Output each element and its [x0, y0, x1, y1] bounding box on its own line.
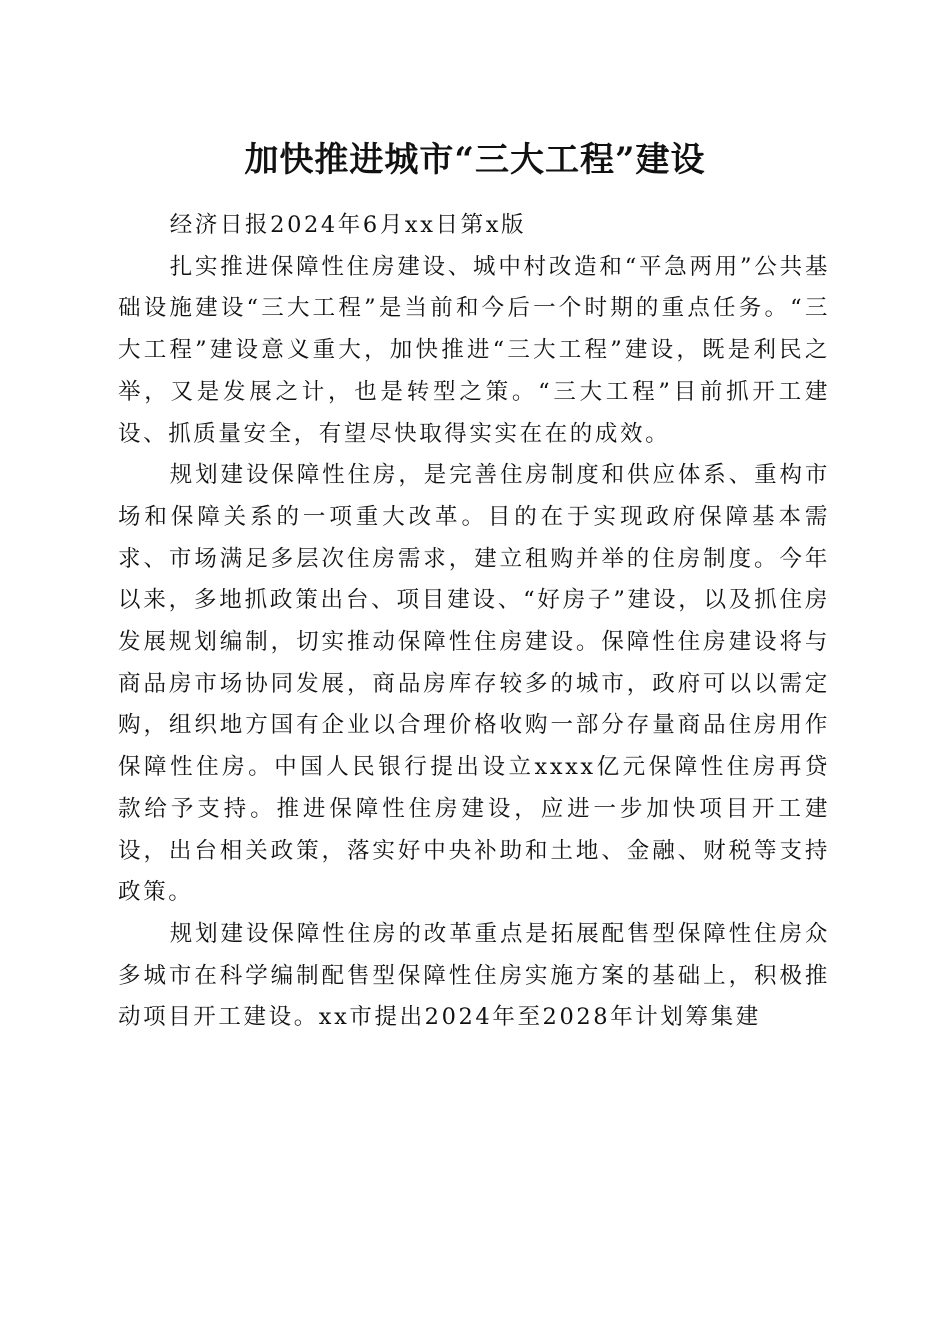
- paragraph: 扎实推进保障性住房建设、城中村改造和“平急两用”公共基础设施建设“三大工程”是当前和今后一个时期的重点任务。“三大工程”建设意义重大，加快推进“三大工程”建设，既是利民之举，又是发展之计，也是转型之策。“三大工程”目前抓开工建设、抓质量安全，有望尽快取得实实在在的成效。: [118, 253, 830, 447]
- paragraph: 规划建设保障性住房的改革重点是拓展配售型保障性住房众多城市在科学编制配售型保障性住房实施方案的基础上，积极推动项目开工建设。xx市提出2024年至2028年计划筹集建: [118, 920, 830, 1031]
- source-line: 经济日报2024年6月xx日第x版: [169, 212, 527, 238]
- article-body: [118, 205, 830, 1039]
- document-title: 加快推进城市“三大工程”建设: [244, 140, 706, 180]
- paragraph: 规划建设保障性住房，是完善住房制度和供应体系、重构市场和保障关系的一项重大改革。目的在于实现政府保障基本需求、市场满足多层次住房需求，建立租购并举的住房制度。今年以来，多地抓政策出台、项目建设、“好房子”建设，以及抓住房发展规划编制，切实推动保障性住房建设。保障性住房建设将与商品房市场协同发展，商品房库存较多的城市，政府可以以需定购，组织地方国有企业以合理价格收购一部分存量商品住房用作保障性住房。中国人民银行提出设立xxxx亿元保障性住房再贷款给予支持。推进保障性住房建设，应进一步加快项目开工建设，出台相关政策，落实好中央补助和土地、金融、财税等支持政策。: [118, 462, 830, 906]
